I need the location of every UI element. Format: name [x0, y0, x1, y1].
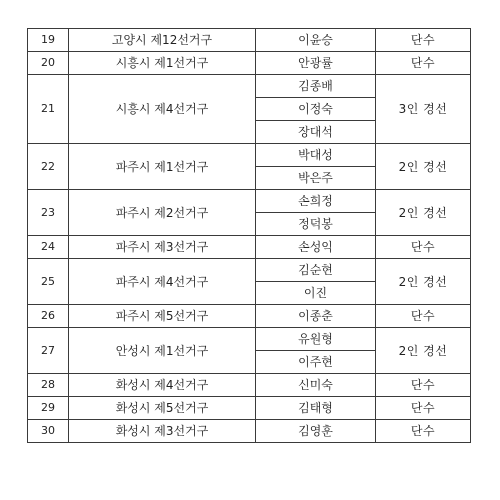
candidate-cell: 김태형	[256, 397, 376, 420]
table-row	[28, 144, 471, 167]
result-cell: 2인 경선	[376, 144, 471, 190]
result-cell: 단수	[376, 29, 471, 52]
candidate-cell: 정덕봉	[256, 213, 376, 236]
row-number-cell: 25	[28, 259, 69, 305]
candidate-cell: 박은주	[256, 167, 376, 190]
district-cell: 고양시 제12선거구	[69, 29, 256, 52]
row-number-cell: 28	[28, 374, 69, 397]
district-cell: 파주시 제2선거구	[69, 190, 256, 236]
table-row	[28, 328, 471, 351]
result-cell: 2인 경선	[376, 259, 471, 305]
table-row	[28, 259, 471, 282]
district-cell: 시흥시 제4선거구	[69, 75, 256, 144]
row-number-cell: 19	[28, 29, 69, 52]
table-row	[28, 190, 471, 213]
row-number-cell: 24	[28, 236, 69, 259]
district-cell: 파주시 제4선거구	[69, 259, 256, 305]
table-row	[28, 75, 471, 98]
candidate-cell: 이정숙	[256, 98, 376, 121]
result-cell: 3인 경선	[376, 75, 471, 144]
row-number-cell: 27	[28, 328, 69, 374]
result-cell: 2인 경선	[376, 328, 471, 374]
table-row	[28, 52, 471, 75]
district-cell: 화성시 제3선거구	[69, 420, 256, 443]
result-cell: 단수	[376, 374, 471, 397]
table-row	[28, 374, 471, 397]
candidate-cell: 손희정	[256, 190, 376, 213]
row-number-cell: 30	[28, 420, 69, 443]
result-cell: 단수	[376, 305, 471, 328]
table-row	[28, 305, 471, 328]
district-cell: 파주시 제3선거구	[69, 236, 256, 259]
candidate-cell: 이종춘	[256, 305, 376, 328]
result-cell: 단수	[376, 236, 471, 259]
candidate-cell: 박대성	[256, 144, 376, 167]
table-row	[28, 236, 471, 259]
candidate-cell: 김종배	[256, 75, 376, 98]
candidate-cell: 손성익	[256, 236, 376, 259]
table-row	[28, 29, 471, 52]
result-cell: 단수	[376, 397, 471, 420]
district-cell: 화성시 제5선거구	[69, 397, 256, 420]
candidate-cell: 유원형	[256, 328, 376, 351]
candidate-cell: 김영훈	[256, 420, 376, 443]
district-cell: 파주시 제5선거구	[69, 305, 256, 328]
district-cell: 안성시 제1선거구	[69, 328, 256, 374]
candidate-cell: 이진	[256, 282, 376, 305]
row-number-cell: 21	[28, 75, 69, 144]
result-cell: 단수	[376, 420, 471, 443]
row-number-cell: 20	[28, 52, 69, 75]
candidate-cell: 신미숙	[256, 374, 376, 397]
candidate-cell: 안광률	[256, 52, 376, 75]
row-number-cell: 22	[28, 144, 69, 190]
candidate-cell: 장대석	[256, 121, 376, 144]
nomination-results-table	[27, 28, 471, 443]
candidate-cell: 이주현	[256, 351, 376, 374]
row-number-cell: 29	[28, 397, 69, 420]
district-cell: 화성시 제4선거구	[69, 374, 256, 397]
result-cell: 2인 경선	[376, 190, 471, 236]
row-number-cell: 23	[28, 190, 69, 236]
table-row	[28, 420, 471, 443]
table-body	[28, 29, 471, 443]
row-number-cell: 26	[28, 305, 69, 328]
candidate-cell: 이윤승	[256, 29, 376, 52]
table-row	[28, 397, 471, 420]
result-cell: 단수	[376, 52, 471, 75]
district-cell: 파주시 제1선거구	[69, 144, 256, 190]
candidate-cell: 김순현	[256, 259, 376, 282]
district-cell: 시흥시 제1선거구	[69, 52, 256, 75]
